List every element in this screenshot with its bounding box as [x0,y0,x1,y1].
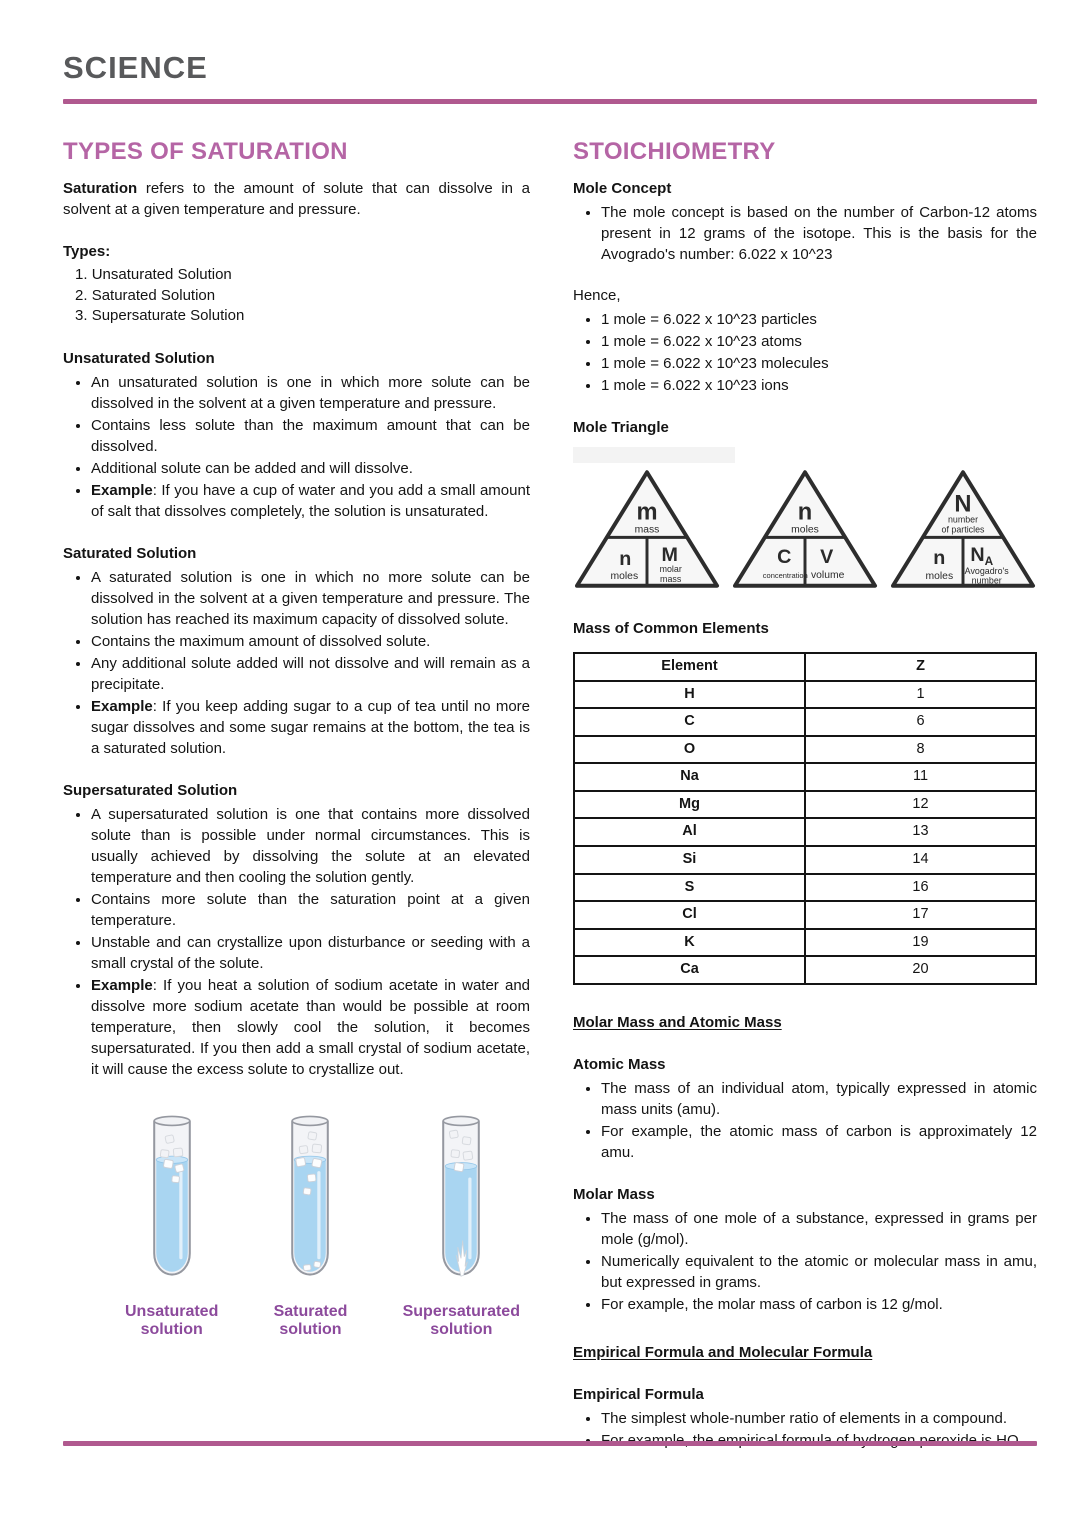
table-row: Al 13 [574,818,1036,846]
footer-divider [63,1441,1037,1446]
right-column [573,138,1037,1452]
svg-text:V: V [820,546,834,569]
bullet-item: • For example, the molar mass of carbon is 12 g/mol. [601,1294,1037,1315]
empirical-formula-heading: Empirical Formula [573,1385,704,1403]
atomic-mass-bullet-list [573,1078,1037,1163]
type-item: 1. Unsaturated Solution [75,265,530,286]
table-row: Mg 12 [574,791,1036,819]
types-heading: Types: [63,243,111,260]
list-item: • 1 mole = 6.022 x 10^23 molecules [601,353,1037,374]
molar-mass-heading: Molar Mass [573,1185,655,1203]
saturated-bullet-list [63,567,530,759]
left-column [63,138,530,1452]
bullet-item: • A supersaturated solution is one that contains more dissolved solute than is possible under normal circumstances. This is usually achieved by dissolving the solute at an elevated temperature and then cooling the solution gently. [91,804,530,888]
svg-text:Avogadro's: Avogadro's [964,565,1009,576]
molar-mass-bullet-list [573,1208,1037,1315]
mole-triangles-figure [573,466,1037,591]
svg-text:mass: mass [660,573,682,584]
svg-text:number: number [947,514,979,525]
bullet-item: • Contains less solute than the maximum amount that can be dissolved. [91,415,530,457]
test-tube-saturated-illustration [269,1108,351,1298]
table-row: Si 14 [574,846,1036,874]
atomic-mass-heading: Atomic Mass [573,1055,666,1073]
bullet-item: • Unstable and can crystallize upon disturbance or seeding with a small crystal of the solute. [91,932,530,974]
table-row: K 19 [574,929,1036,957]
section-title-stoichiometry: STOICHIOMETRY [573,138,776,165]
list-item: • 1 mole = 6.022 x 10^23 ions [601,375,1037,396]
svg-text:n: n [933,547,946,570]
bullet-item: • Contains the maximum amount of dissolved solute. [91,631,530,652]
table-row: Na 11 [574,763,1036,791]
mole-triangle-particles-diagram [889,466,1037,591]
supersaturated-tube [403,1108,520,1340]
type-item: 3. Supersaturate Solution [75,306,530,327]
svg-text:C: C [777,546,792,569]
test-tube-unsaturated-illustration [131,1108,213,1298]
bullet-item: • Example: If you keep adding sugar to a cup of tea until no more sugar dissolves and some sugar remains at the bottom, the tea is a saturated solution. [91,696,530,759]
unsaturated-bullet-list [63,372,530,522]
column-header-element: Element [574,653,805,681]
elements-table-heading: Mass of Common Elements [573,620,769,637]
svg-text:molar: molar [659,563,682,574]
mole-triangle-concentration-diagram [731,466,879,591]
list-item: • 1 mole = 6.022 x 10^23 atoms [601,331,1037,352]
svg-text:moles: moles [791,524,819,536]
types-list [63,265,530,327]
list-item: • 1 mole = 6.022 x 10^23 particles [601,309,1037,330]
saturated-tube [269,1108,351,1340]
bullet-item: • Additional solute can be added and will dissolve. [91,458,530,479]
svg-text:volume: volume [810,569,845,581]
section-title-types-of-saturation: TYPES OF SATURATION [63,138,348,165]
two-column-layout [63,138,1037,1452]
svg-text:m: m [636,499,658,526]
table-header-row [574,653,1036,681]
unsaturated-tube [125,1108,218,1340]
table-row: Cl 17 [574,901,1036,929]
page-title: SCIENCE [63,50,208,85]
saturation-test-tubes-figure [125,1108,520,1340]
table-row: S 16 [574,874,1036,902]
bullet-item: • Contains more solute than the saturation point at a given temperature. [91,889,530,931]
mole-concept-bullet-list [573,202,1037,265]
svg-text:n: n [797,499,813,526]
bullet-item: • Example: If you heat a solution of sodium acetate in water and dissolve more sodium acetate than would be possible at room temperature, then slowly cool the solution, it becomes supersaturated. If you then add a small crystal of sodium acetate, it will cause the excess solute to crystallize out. [91,975,530,1080]
tube-caption: Supersaturated solution [402,1303,520,1339]
supersaturated-bullet-list [63,804,530,1080]
header-divider [63,99,1037,104]
bullet-item: • The mass of one mole of a substance, expressed in grams per mole (g/mol). [601,1208,1037,1250]
empirical-molecular-heading: Empirical Formula and Molecular Formula [573,1343,873,1361]
subsection-heading-unsaturated: Unsaturated Solution [63,350,215,368]
svg-text:mass: mass [634,524,660,536]
svg-text:of particles: of particles [941,524,985,535]
test-tube-supersaturated-illustration [420,1108,502,1298]
subsection-heading-supersaturated: Supersaturated Solution [63,782,238,800]
bullet-item: • Any additional solute added will not dissolve and will remain as a precipitate. [91,653,530,695]
svg-text:n: n [619,548,632,571]
bullet-item: • Numerically equivalent to the atomic or molecular mass in amu, but expressed in grams. [601,1251,1037,1293]
table-row: H 1 [574,681,1036,709]
bullet-item: • Example: If you have a cup of water and you add a small amount of salt that dissolves completely, the solution is unsaturated. [91,480,530,522]
bullet-item: • An unsaturated solution is one in which more solute can be dissolved in the solvent at a given temperature and pressure. [91,372,530,414]
bullet-item: • The mole concept is based on the number of Carbon-12 atoms present in 12 grams of the isotope. This is the basis for the Avogrado's number: 6.022 x 10^23 [601,202,1037,265]
bullet-item: • A saturated solution is one in which no more solute can be dissolved in the solvent at a given temperature and pressure. The solution has reached its maximum capacity of dissolved solute. [91,567,530,630]
column-header-z: Z [805,653,1036,681]
svg-text:moles: moles [925,570,954,582]
saturation-intro-paragraph: Saturation refers to the amount of solute that can dissolve in a solvent at a given temperature and pressure. [63,180,530,218]
erased-watermark-box [573,447,735,463]
tube-caption: Unsaturated solution [125,1303,219,1339]
elements-table [573,652,1037,985]
mole-triangle-mass-diagram [573,466,721,591]
svg-text:NA: $N_A$ [970,544,994,569]
type-item: 2. Saturated Solution [75,286,530,307]
bullet-item: • For example, the atomic mass of carbon is approximately 12 amu. [601,1121,1037,1163]
mole-triangle-heading: Mole Triangle [573,419,669,436]
bullet-item: • The mass of an individual atom, typically expressed in atomic mass units (amu). [601,1078,1037,1120]
svg-text:M: M [661,544,678,567]
svg-text:number: number [971,575,1002,586]
table-row: Ca 20 [574,956,1036,984]
molar-atomic-heading: Molar Mass and Atomic Mass [573,1013,782,1031]
subsection-heading-saturated: Saturated Solution [63,545,197,563]
svg-text:N: N [954,491,972,518]
mole-concept-heading: Mole Concept [573,180,672,197]
bullet-item: • The simplest whole-number ratio of elements in a compound. [601,1408,1037,1429]
svg-text:concentration: concentration [762,570,808,580]
intro-bold-term: Saturation [63,180,138,197]
hence-label: Hence, [573,287,621,304]
mole-equivalence-list [573,309,1037,396]
table-row: O 8 [574,736,1036,764]
svg-text:moles: moles [610,570,639,582]
table-row: C 6 [574,708,1036,736]
tube-caption: Saturated solution [273,1303,348,1339]
